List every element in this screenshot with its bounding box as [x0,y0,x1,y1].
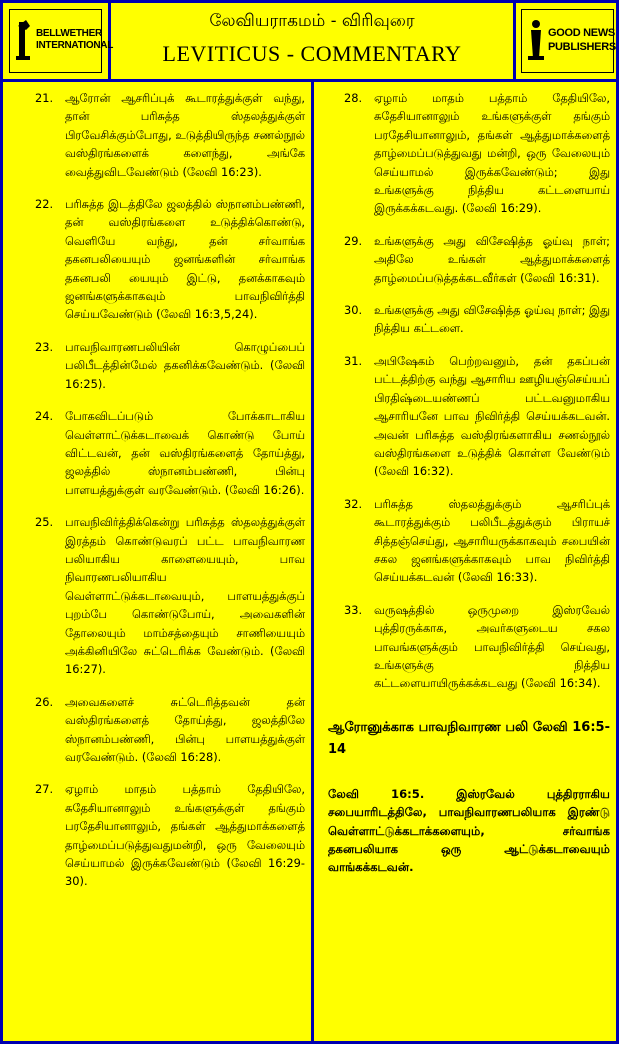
item-number: 25. [35,515,54,530]
verse-text: லேவி 16:5. இஸ்ரவேல் புத்திரராகிய சபையாரிடத்திலே, பாவநிவாரணபலியாக இரண்டு வெள்ளாட்டுக்கடாக்களையும், சர்வாங்க தகனபலியாக ஒரு ஆட்டுக்கடாவையும் வாங்கக்கடவன். [328,786,610,875]
list-item [7,338,305,393]
item-text: பரிசுத்த இடத்திலே ஜலத்தில் ஸ்நானம்பண்ணி, தன் வஸ்திரங்களை உடுத்திக்கொண்டு, வெளியே வந்து, தன் சர்வாங்க தகனபலியையும் ஜனங்களின் சர்வாங்க தகனபலி யையும் இட்டு, தனக்காகவும் ஜனங்களுக்காகவும் பாவநிவிர்த்தி செய்யவேண்டும் (லேவி 16:3,5,24). [65,197,305,322]
bellwether-logo [9,9,114,73]
column-divider [311,82,314,1041]
item-text: வருஷத்தில் ஒருமுறை இஸ்ரவேல் புத்திரருக்காக, அவர்களுடைய சகல பாவங்களுக்கும் பாவநிவிர்த்தி செய்வது, உங்களுக்கு நித்திய கட்டளையாயிருக்கக்கடவது (லேவி 16:34). [374,602,610,691]
list-item [7,693,305,767]
right-column [318,89,610,877]
item-number: 21. [35,91,54,105]
item-number: 32. [344,496,363,511]
item-number: 24. [35,409,54,424]
item-text: அபிஷேகம் பெற்றவனும், தன் தகப்பன் பட்டத்திற்கு வந்து ஆசாரிய ஊழியஞ்செய்யப் பிரதிஷ்டையண்ணப் பட்டவனுமாகிய ஆசாரியனே பாவ நிவிர்த்தி செய்யக்கடவன். அவன் பரிசுத்த வஸ்திரங்களாகிய சணல்நூல் வஸ்திரங்களை உடுத்திக் கொள்ள வேண்டும் (லேவி 16:32). [374,353,610,479]
item-text: பரிசுத்த ஸ்தலத்துக்கும் ஆசரிப்புக் கூடாரத்துக்கும் பலிபீடத்துக்கும் பிராயச் சித்தஞ்செய்து, ஆசாரியருக்காகவும் சபையின் சகல ஜனங்களுக்காகவும் பாவ நிவிர்த்தி செய்யக்கடவன் (லேவி 16:33). [374,496,610,585]
list-item [318,495,610,587]
title-tamil: லேவியராகமம் - விரிவுரை [209,11,415,31]
good-news-logo [521,9,614,73]
item-text: உங்களுக்கு அது விசேஷித்த ஓய்வு நாள்; இது நித்திய கட்டளை. [374,303,610,336]
left-column [7,89,305,905]
list-item [318,601,610,693]
item-number: 22. [35,197,54,212]
item-number: 29. [344,233,363,248]
list-item [7,407,305,499]
list-item [7,89,305,181]
item-number: 26. [35,694,54,709]
item-number: 30. [344,303,363,318]
list-item [318,232,610,287]
list-item [318,301,610,338]
bellwether-sheep-icon [16,18,32,62]
good-news-figure-icon [528,18,544,62]
item-text: ஏழாம் மாதம் பத்தாம் தேதியிலே, சுதேசியானாலும் உங்களுக்குள் தங்கும் பரதேசியானாலும், தங்கள் ஆத்துமாக்களைத் தாழ்மைப்படுத்துவது மன்றி, ஒரு வேலையும் செய்யாமல் இருக்கவேண்டும்; இது உங்களுக்கு நித்திய கட்டளையாய் இருக்கக்கடவது. (லேவி 16:29). [374,91,610,216]
item-text: போகவிடப்படும் போக்காடாகிய வெள்ளாட்டுக்கடாவைக் கொண்டு போய் விட்டவன், தன் வஸ்திரங்களைத் தோய்த்து, ஜலத்தில் ஸ்நானம்பண்ணி, பின்பு பாளயத்துக்குள் வரவேண்டும். (லேவி 16:26). [65,409,305,497]
left-logo-box [3,3,114,79]
item-text: உங்களுக்கு அது விசேஷித்த ஓய்வு நாள்; அதிலே உங்கள் ஆத்துமாக்களைத் தாழ்மைப்படுத்தக்கடவீர்கள் (லேவி 16:31). [374,233,610,285]
header [3,3,616,82]
item-text: பாவநிவாரணபலியின் கொழுப்பைப் பலிபீடத்தின்மேல் தகனிக்கவேண்டும். (லேவி 16:25). [65,339,305,391]
good-news-logo-text: GOOD NEWS PUBLISHERS [548,27,616,53]
right-logo-box [513,3,619,79]
section-title: ஆரோனுக்காக பாவநிவாரண பலி லேவி 16:5-14 [328,719,610,757]
list-item [318,89,610,218]
item-number: 28. [344,91,363,105]
item-text: பாவநிவிர்த்திக்கென்று பரிசுத்த ஸ்தலத்துக்குள் இரத்தம் கொண்டுவரப் பட்ட பாவநிவாரண பலியாகிய காளையையும், பாவ நிவாரணபலியாகிய வெள்ளாட்டுக்கடாவையும், பாளயத்துக்குப் புறம்பே கொண்டுபோய், அவைகளின் தோலையும் மாம்சத்தையும் சாணியையும் அக்கினியிலே சுட்டெரிக்க வேண்டும். (லேவி 16:27). [65,515,305,677]
list-item [7,513,305,679]
list-item [318,352,610,481]
item-number: 31. [344,353,363,368]
item-text: ஏழாம் மாதம் பத்தாம் தேதியிலே, சுதேசியானாலும் உங்களுக்குள் தங்கும் பரதேசியானாலும், தங்கள் ஆத்துமாக்களைத் தாழ்மைப்படுத்துவதுமன்றி, ஒரு வேலையும் செய்யாமல் இருக்கவேண்டும் (லேவி 16:29-30). [65,782,305,889]
title-english: LEVITICUS - COMMENTARY [162,41,462,66]
bellwether-logo-text: BELLWETHER INTERNATIONAL [36,28,114,51]
list-item [7,780,305,890]
item-text: அவைகளைச் சுட்டெரித்தவன் தன் வஸ்திரங்களைத் தோய்த்து, ஜலத்திலே ஸ்நானம்பண்ணி, பின்பு பாளயத்துக்குள் வரவேண்டும். (லேவி 16:28). [65,694,305,764]
item-number: 23. [35,339,54,354]
item-text: ஆரோன் ஆசரிப்புக் கூடாரத்துக்குள் வந்து, தான் பரிசுத்த ஸ்தலத்துக்குள் பிரவேசிக்கும்போது, உடுத்தியிருந்த சணல்நூல் வஸ்திரங்களைக் களைந்து, அங்கே வைத்துவிடவேண்டும் (லேவி 16:23). [65,91,305,179]
list-item [7,195,305,324]
item-number: 27. [35,782,54,797]
item-number: 33. [344,602,363,617]
